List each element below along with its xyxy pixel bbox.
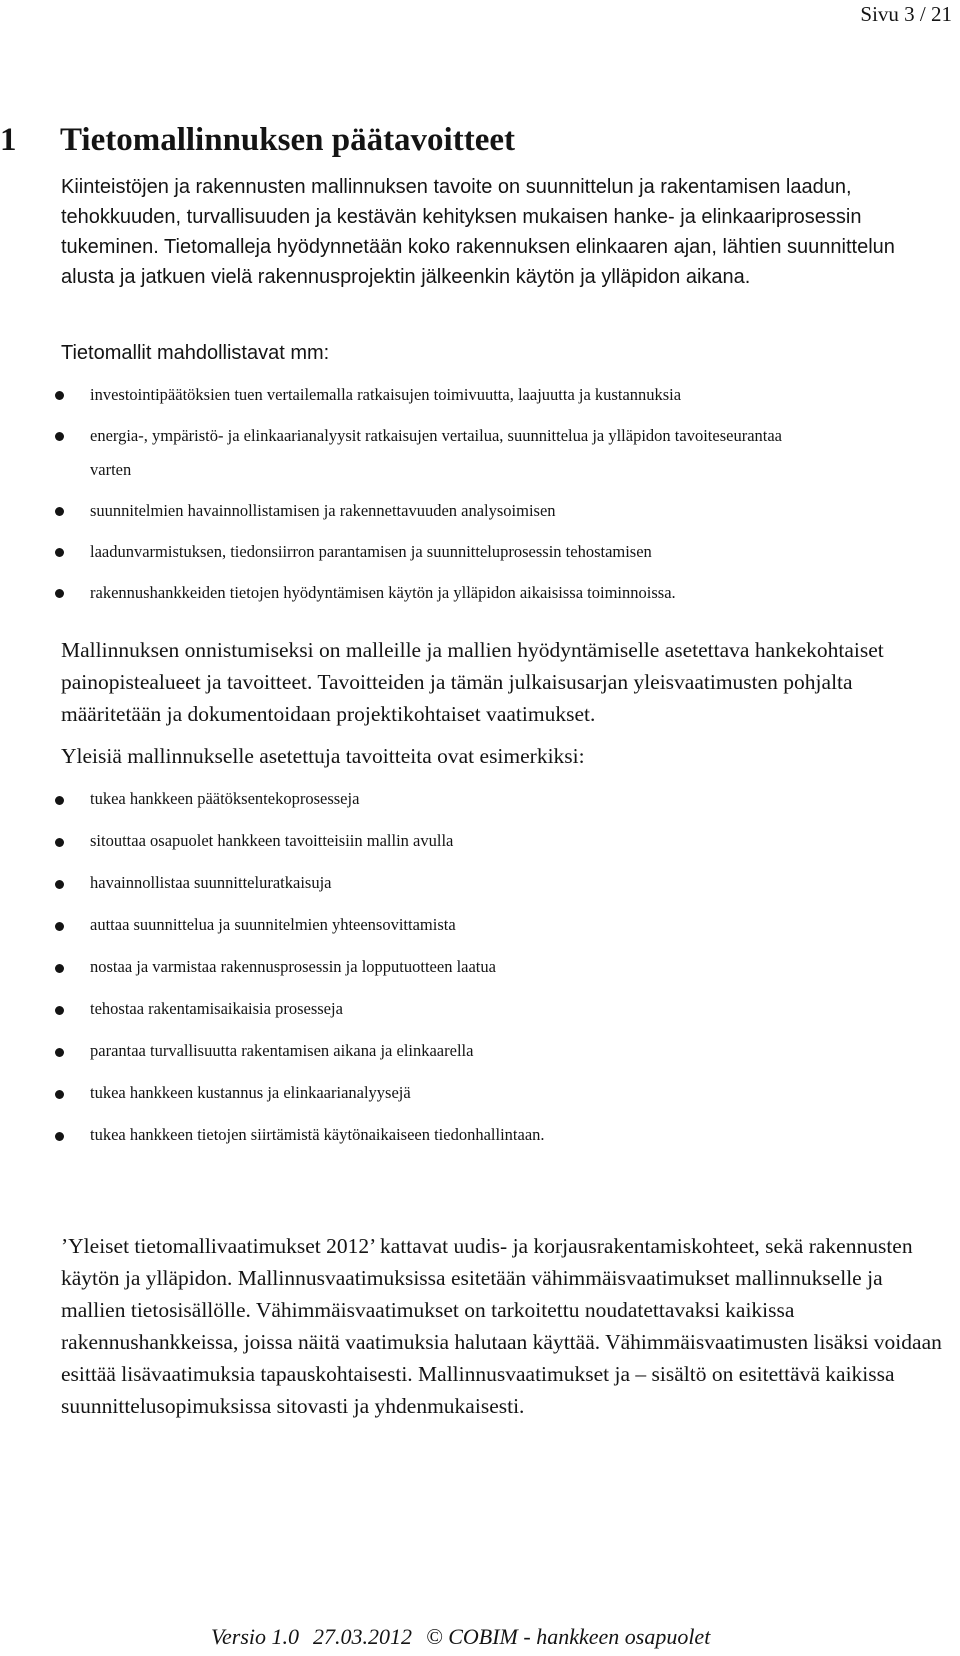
section-title: Tietomallinnuksen päätavoitteet	[60, 122, 515, 158]
list-item: suunnitelmien havainnollistamisen ja rakennettavuuden analysoimisen	[0, 494, 950, 528]
bullet-icon	[55, 391, 64, 400]
bullet-icon	[55, 1048, 64, 1057]
goals-label: Yleisiä mallinnukselle asetettuja tavoitteita ovat esimerkiksi:	[61, 744, 585, 768]
success-paragraph: Mallinnuksen onnistumiseksi on malleille ja mallien hyödyntämiselle asetettava hankekohtaiset painopistealueet ja tavoitteet. Tavoitteiden ja tämän julkaisusarjan yleisvaatimusten pohjalta määritetään ja dokumentoidaan projektikohtaiset vaatimukset.	[61, 638, 884, 726]
intro-paragraph: Kiinteistöjen ja rakennusten mallinnuksen tavoite on suunnittelun ja rakentamisen laadun, tehokkuuden, turvallisuuden ja kestävän kehityksen mukaisen hanke- ja elinkaariprosessin tukeminen. Tietomalleja hyödynnetään koko rakennuksen elinkaaren ajan, lähtien suunnittelun alusta ja jatkuen vielä rakennusprojektin jälkeenkin käytön ja ylläpidon aikana.	[61, 176, 895, 288]
section-heading	[0, 122, 515, 159]
list-item: laadunvarmistuksen, tiedonsiirron parantamisen ja suunnitteluprosessin tehostamisen	[0, 535, 950, 569]
list-item: nostaa ja varmistaa rakennusprosessin ja lopputuotteen laatua	[0, 951, 950, 983]
list-item: havainnollistaa suunnitteluratkaisuja	[0, 867, 950, 899]
bullet-icon	[55, 838, 64, 847]
goals-list	[0, 783, 950, 1161]
list-item: tukea hankkeen päätöksentekoprosesseja	[0, 783, 950, 815]
footer-copyright: © COBIM - hankkeen osapuolet	[426, 1624, 711, 1649]
bullet-icon	[55, 922, 64, 931]
bullet-icon	[55, 1006, 64, 1015]
closing-paragraph: ’Yleiset tietomallivaatimukset 2012’ kattavat uudis- ja korjausrakentamiskohteet, sekä rakennusten käytön ja ylläpidon. Mallinnusvaatimuksissa esitetään vähimmäisvaatimukset mallinnukselle ja mallien tietosisällölle. Vähimmäisvaatimukset on tarkoitettu noudatettavaksi kaikissa rakennushankkeissa, joissa näitä vaatimuksia halutaan käyttää. Vähimmäisvaatimusten lisäksi voidaan esittää lisävaatimuksia tapauskohtaisesti. Mallinnusvaatimukset ja – sisältö on esitettävä kaikissa suunnittelusopimuksissa sitovasti ja yhdenmukaisesti.	[61, 1234, 942, 1418]
list-item: rakennushankkeiden tietojen hyödyntämisen käytön ja ylläpidon aikaisissa toiminnoissa.	[0, 576, 950, 610]
bullet-icon	[55, 589, 64, 598]
footer-date: 27.03.2012	[313, 1624, 412, 1649]
page-footer	[211, 1624, 724, 1650]
footer-version: Versio 1.0	[211, 1624, 299, 1649]
bullet-icon	[55, 796, 64, 805]
page-number: Sivu 3 / 21	[860, 2, 952, 26]
list-item: sitouttaa osapuolet hankkeen tavoitteisiin mallin avulla	[0, 825, 950, 857]
bullet-icon	[55, 432, 64, 441]
list-item: parantaa turvallisuutta rakentamisen aikana ja elinkaarella	[0, 1035, 950, 1067]
list-item: tukea hankkeen kustannus ja elinkaarianalyysejä	[0, 1077, 950, 1109]
enables-list	[0, 378, 950, 617]
section-number: 1	[0, 122, 17, 158]
bullet-icon	[55, 1132, 64, 1141]
bullet-icon	[55, 548, 64, 557]
bullet-icon	[55, 507, 64, 516]
list-item: tukea hankkeen tietojen siirtämistä käytönaikaiseen tiedonhallintaan.	[0, 1119, 950, 1151]
list-item: investointipäätöksien tuen vertailemalla ratkaisujen toimivuutta, laajuutta ja kustannuksia	[0, 378, 950, 412]
enables-label: Tietomallit mahdollistavat mm:	[61, 342, 330, 364]
bullet-icon	[55, 1090, 64, 1099]
list-item: auttaa suunnittelua ja suunnitelmien yhteensovittamista	[0, 909, 950, 941]
list-item: energia-, ympäristö- ja elinkaarianalyysit ratkaisujen vertailua, suunnittelua ja ylläpidon tavoiteseurantaa varten	[0, 419, 950, 487]
list-item: tehostaa rakentamisaikaisia prosesseja	[0, 993, 950, 1025]
bullet-icon	[55, 964, 64, 973]
bullet-icon	[55, 880, 64, 889]
